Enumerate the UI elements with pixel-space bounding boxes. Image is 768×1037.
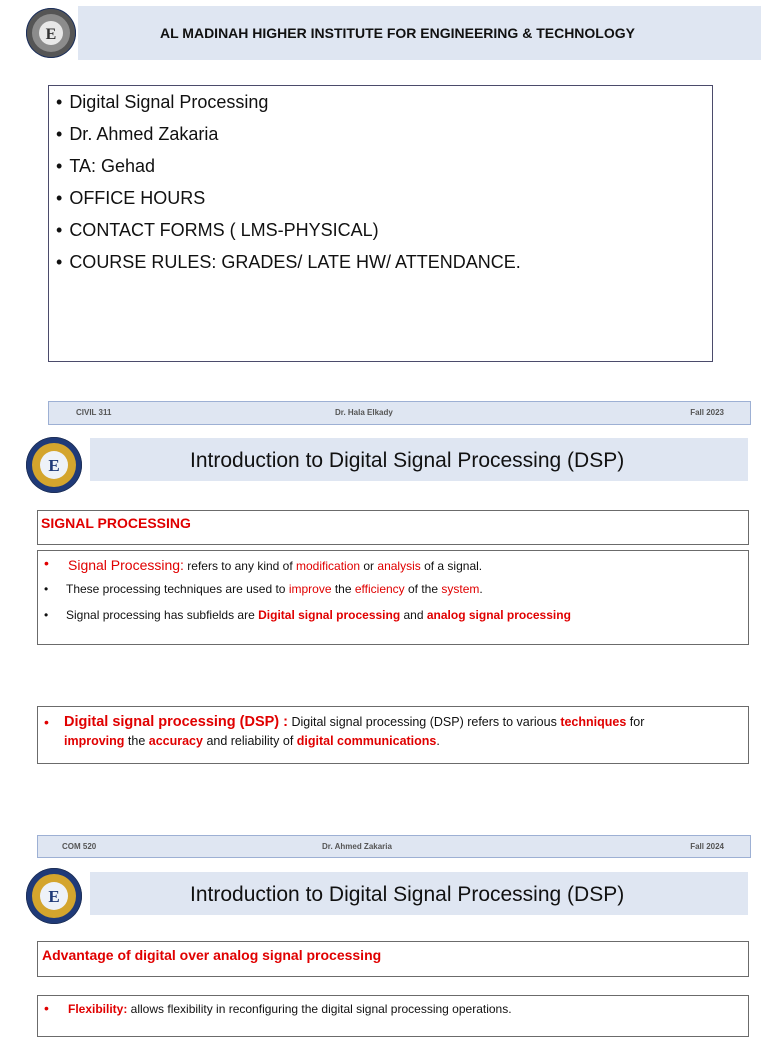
section-heading: SIGNAL PROCESSING — [41, 515, 191, 531]
dsp-definition-box — [37, 706, 749, 764]
footer-term: Fall 2024 — [690, 842, 724, 851]
slide-title-banner — [90, 438, 748, 481]
course-info-list — [56, 86, 521, 278]
section-heading-box — [37, 510, 749, 545]
term-label: Digital signal processing (DSP) : — [64, 714, 288, 730]
logo-mark-icon — [26, 868, 82, 924]
bullet-icon: • — [44, 555, 49, 571]
list-item: • Signal processing has subfields are Digital signal processing and analog signal processing — [44, 608, 571, 622]
list-item: • COURSE RULES: GRADES/ LATE HW/ ATTENDANCE. — [56, 246, 521, 278]
list-item: • Digital signal processing (DSP) : Digital signal processing (DSP) refers to various techniques for improving the accuracy and reliability of digital communications. — [44, 714, 645, 748]
institute-logo — [26, 868, 82, 924]
bullet-icon: • — [44, 582, 49, 596]
institute-banner — [78, 6, 761, 60]
institute-title: AL MADINAH HIGHER INSTITUTE FOR ENGINEERING & TECHNOLOGY — [160, 25, 635, 41]
slide-footer — [48, 401, 751, 425]
footer-course-code: CIVIL 311 — [76, 408, 112, 417]
list-item: • Dr. Ahmed Zakaria — [56, 118, 521, 150]
footer-term: Fall 2023 — [690, 408, 724, 417]
institute-logo — [26, 8, 76, 58]
slide-footer — [37, 835, 751, 858]
footer-instructor: Dr. Ahmed Zakaria — [322, 842, 392, 851]
term-label: Flexibility: — [68, 1002, 128, 1016]
svg-text:E: E — [45, 26, 57, 43]
slide-title: Introduction to Digital Signal Processing (DSP) — [190, 449, 625, 472]
slide-title: Introduction to Digital Signal Processing (DSP) — [190, 883, 625, 906]
svg-text:E: E — [48, 456, 60, 475]
list-item: • Digital Signal Processing — [56, 86, 521, 118]
list-item: • These processing techniques are used to improve the efficiency of the system. — [44, 582, 483, 596]
list-item: • Signal Processing: refers to any kind of modification or analysis of a signal. — [44, 555, 483, 573]
svg-text:E: E — [48, 887, 60, 906]
section-heading: Advantage of digital over analog signal processing — [42, 947, 382, 963]
bullet-icon: • — [44, 608, 49, 622]
bullet-icon: • — [44, 714, 49, 730]
list-item: • OFFICE HOURS — [56, 182, 521, 214]
institute-logo — [26, 437, 82, 493]
bullet-icon: • — [44, 1000, 49, 1016]
logo-mark-icon — [26, 437, 82, 493]
footer-instructor: Dr. Hala Elkady — [335, 408, 393, 417]
footer-course-code: COM 520 — [62, 842, 97, 851]
section-heading-box — [37, 941, 749, 977]
signal-processing-box — [37, 550, 749, 645]
slide-title-banner — [90, 872, 748, 915]
list-item: • TA: Gehad — [56, 150, 521, 182]
term-label: Signal Processing: — [68, 557, 184, 573]
advantages-box — [37, 995, 749, 1037]
course-info-box — [48, 85, 713, 362]
logo-mark-icon — [26, 8, 76, 58]
list-item: • CONTACT FORMS ( LMS-PHYSICAL) — [56, 214, 521, 246]
list-item: • Flexibility: allows flexibility in reconfiguring the digital signal processing operations. — [44, 1000, 512, 1016]
